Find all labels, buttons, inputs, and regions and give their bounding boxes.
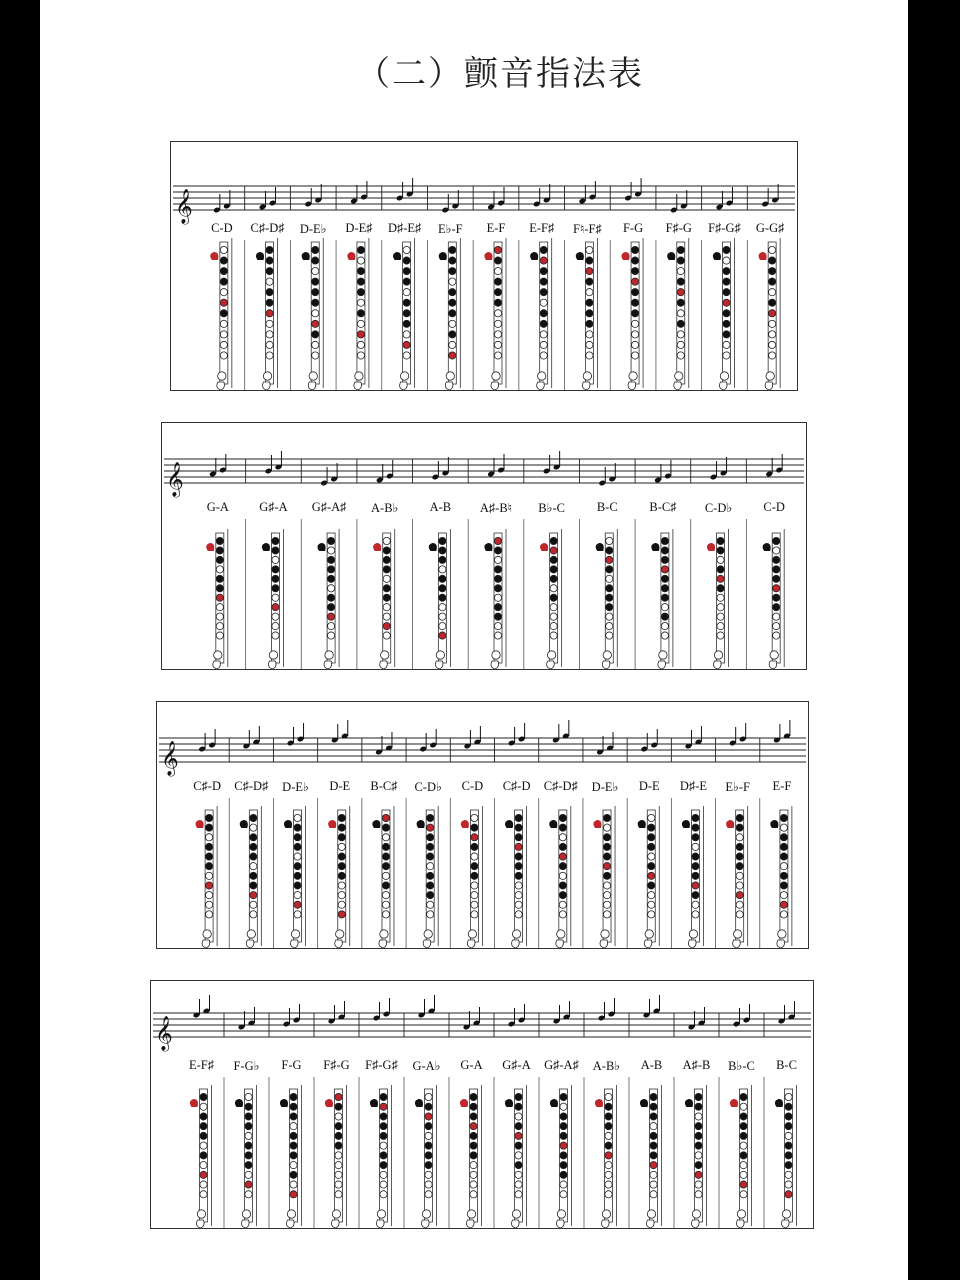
- section-graphics: [157, 702, 808, 948]
- trill-label: B-C♯: [649, 500, 677, 514]
- flute-fingering-diagram: [621, 238, 643, 390]
- trill-label: G-A: [206, 500, 229, 514]
- section-graphics: [162, 423, 806, 669]
- flute-fingering-diagram: [685, 1085, 707, 1228]
- trill-label: C♯-D♯: [250, 221, 285, 235]
- flute-fingering-diagram: [235, 1085, 257, 1228]
- trill-label: C-D♭: [704, 501, 733, 515]
- flute-fingering-diagram: [415, 1085, 437, 1228]
- trill-label: A♯-B: [682, 1058, 711, 1072]
- section-graphics: [151, 981, 813, 1228]
- trill-label: G-A: [460, 1058, 483, 1072]
- flute-fingering-diagram: [484, 529, 506, 669]
- page-title: （二）颤音指法表: [356, 54, 644, 94]
- trill-label: F-G: [622, 221, 644, 235]
- trill-label: C♯-D: [502, 779, 531, 793]
- flute-fingering-diagram: [373, 529, 395, 669]
- trill-label: G-G♯: [755, 221, 785, 235]
- treble-clef-icon: 𝄞: [166, 462, 184, 497]
- flute-fingering-diagram: [317, 529, 339, 669]
- trill-label: B♭-C: [728, 1059, 755, 1073]
- flute-fingering-diagram: [240, 806, 262, 948]
- fingering-section-1: [170, 141, 798, 391]
- treble-clef-icon: 𝄞: [161, 741, 179, 776]
- trill-label: G♯-A♯: [544, 1058, 579, 1072]
- flute-fingering-diagram: [505, 806, 527, 948]
- trill-label: D-E♭: [299, 222, 327, 236]
- treble-clef-icon: 𝄞: [155, 1016, 173, 1051]
- trill-label: B-C: [596, 500, 618, 514]
- flute-fingering-diagram: [530, 238, 552, 390]
- flute-fingering-diagram: [196, 806, 218, 948]
- flute-fingering-diagram: [372, 806, 394, 948]
- flute-fingering-diagram: [210, 238, 232, 390]
- flute-fingering-diagram: [667, 238, 689, 390]
- flute-fingering-diagram: [759, 238, 781, 390]
- flute-fingering-diagram: [460, 1085, 482, 1228]
- flute-fingering-diagram: [576, 238, 598, 390]
- fingering-section-4: [150, 980, 814, 1229]
- trill-label: A-B♭: [371, 501, 399, 515]
- flute-fingering-diagram: [550, 1085, 572, 1228]
- trill-label: E-F♯: [189, 1058, 214, 1072]
- trill-label: E♭-F: [437, 222, 463, 236]
- flute-fingering-diagram: [461, 806, 483, 948]
- trill-label: D-E♯: [345, 221, 373, 235]
- trill-label: A-B: [640, 1058, 663, 1072]
- flute-fingering-diagram: [280, 1085, 302, 1228]
- fingering-section-2: [161, 422, 807, 670]
- trill-label: C-D: [763, 500, 785, 514]
- trill-label: G-A♭: [412, 1059, 441, 1073]
- trill-label: C♯-D♯: [234, 779, 269, 793]
- flute-fingering-diagram: [682, 806, 704, 948]
- flute-fingering-diagram: [328, 806, 350, 948]
- flute-fingering-diagram: [763, 529, 785, 669]
- flute-fingering-diagram: [284, 806, 306, 948]
- flute-fingering-diagram: [730, 1085, 752, 1228]
- trill-label: A-B: [429, 500, 452, 514]
- flute-fingering-diagram: [393, 238, 415, 390]
- section-graphics: [171, 142, 797, 390]
- flute-fingering-diagram: [206, 529, 228, 669]
- flute-fingering-diagram: [325, 1085, 347, 1228]
- flute-fingering-diagram: [370, 1085, 392, 1228]
- trill-label: G♯-A♯: [311, 500, 347, 514]
- trill-label: E-F♯: [529, 221, 555, 235]
- flute-fingering-diagram: [707, 529, 729, 669]
- trill-label: F♯-G♯: [708, 221, 741, 235]
- flute-fingering-diagram: [540, 529, 562, 669]
- flute-fingering-diagram: [596, 529, 618, 669]
- trill-label: D♯-E♯: [387, 221, 422, 235]
- trill-label: B-C♯: [370, 779, 398, 793]
- trill-label: F♮-F♯: [572, 222, 602, 236]
- flute-fingering-diagram: [484, 238, 506, 390]
- trill-label: C-D: [461, 779, 484, 793]
- trill-label: B-C: [776, 1058, 797, 1072]
- trill-label: C♯-D: [193, 779, 221, 793]
- flute-fingering-diagram: [347, 238, 369, 390]
- flute-fingering-diagram: [549, 806, 571, 948]
- trill-label: A♯-B♮: [479, 501, 513, 515]
- flute-fingering-diagram: [429, 529, 451, 669]
- flute-fingering-diagram: [593, 806, 615, 948]
- flute-fingering-diagram: [262, 529, 284, 669]
- trill-label: F-G♭: [233, 1059, 260, 1073]
- trill-label: D-E♭: [282, 780, 309, 794]
- fingering-section-3: [156, 701, 809, 949]
- treble-clef-icon: 𝄞: [175, 189, 193, 224]
- flute-fingering-diagram: [505, 1085, 527, 1228]
- flute-fingering-diagram: [256, 238, 278, 390]
- trill-label: F♯-G: [665, 221, 692, 235]
- trill-label: E♭-F: [725, 780, 750, 794]
- trill-label: B♭-C: [538, 501, 565, 515]
- trill-label: A-B♭: [592, 1059, 621, 1073]
- trill-label: D-E: [329, 779, 351, 793]
- flute-fingering-diagram: [595, 1085, 617, 1228]
- trill-label: G♯-A: [502, 1058, 531, 1072]
- flute-fingering-diagram: [651, 529, 673, 669]
- flute-fingering-diagram: [726, 806, 748, 948]
- trill-label: D-E: [638, 779, 660, 793]
- trill-label: F-G: [281, 1058, 302, 1072]
- trill-label: E-F: [772, 779, 792, 793]
- flute-fingering-diagram: [417, 806, 439, 948]
- trill-label: C♯-D♯: [543, 779, 578, 793]
- flute-fingering-diagram: [190, 1085, 212, 1228]
- flute-fingering-diagram: [302, 238, 324, 390]
- flute-fingering-diagram: [775, 1085, 797, 1228]
- flute-fingering-diagram: [640, 1085, 662, 1228]
- trill-label: G♯-A: [259, 500, 288, 514]
- trill-label: D♯-E: [679, 779, 707, 793]
- flute-fingering-diagram: [713, 238, 735, 390]
- trill-label: C-D: [211, 221, 233, 235]
- flute-fingering-diagram: [638, 806, 660, 948]
- trill-label: F♯-G♯: [365, 1058, 398, 1072]
- flute-fingering-diagram: [439, 238, 461, 390]
- trill-label: C-D♭: [414, 780, 442, 794]
- trill-label: D-E♭: [591, 780, 619, 794]
- trill-label: E-F: [486, 221, 506, 235]
- flute-fingering-diagram: [770, 806, 792, 948]
- trill-label: F♯-G: [323, 1058, 350, 1072]
